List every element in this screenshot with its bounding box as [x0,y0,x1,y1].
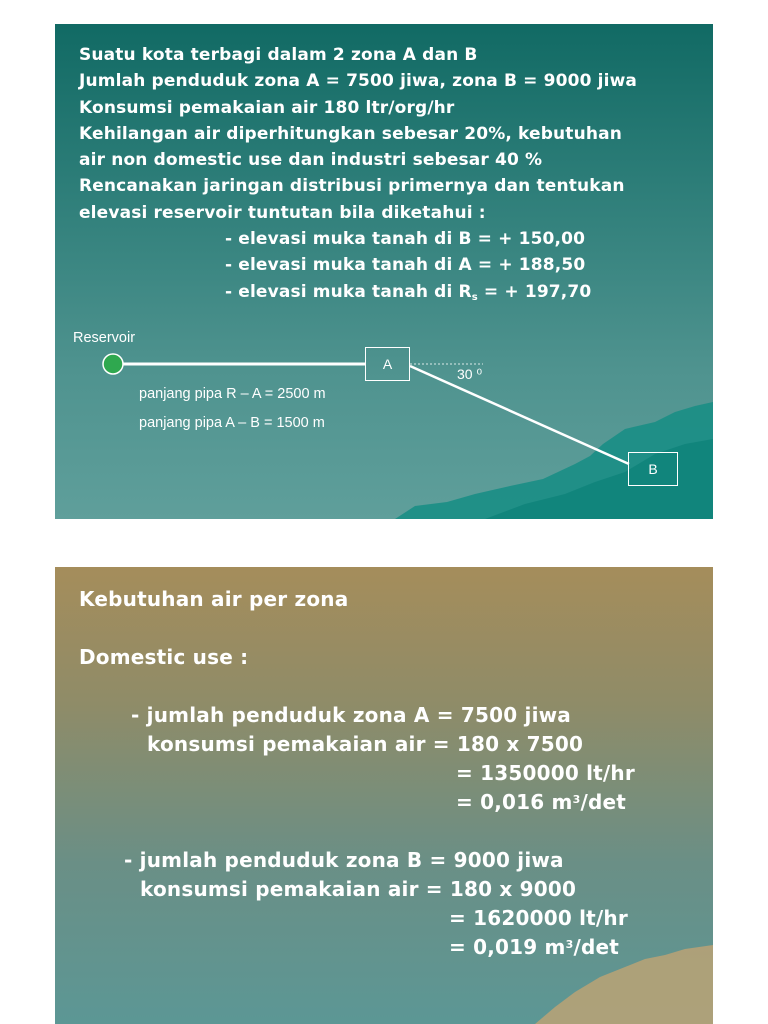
zone-a-result-lt: = 1350000 lt/hr [456,761,635,785]
elevation-rs-sub: s [471,291,478,303]
elevation-b: - elevasi muka tanah di B = + 150,00 [225,229,586,250]
zone-b-population: - jumlah penduduk zona B = 9000 jiwa [124,848,564,872]
problem-line: Jumlah penduduk zona A = 7500 jiwa, zona B = 9000 jiwa [79,71,638,92]
problem-line: Konsumsi pemakaian air 180 ltr/org/hr [79,97,455,118]
zone-b-result-lt: = 1620000 lt/hr [449,906,628,930]
pipe-ra-label: panjang pipa R – A = 2500 m [139,386,326,402]
zone-b-m3-sup: 3 [565,938,574,951]
solution-slide [55,567,713,1024]
zone-a-population: - jumlah penduduk zona A = 7500 jiwa [131,703,571,727]
zone-a-m3-sup: 3 [572,793,581,806]
pipe-ab-label: panjang pipa A – B = 1500 m [139,415,325,431]
reservoir-node [103,354,123,374]
problem-line: Kehilangan air diperhitungkan sebesar 20%, kebutuhan [79,123,622,144]
problem-line: Suatu kota terbagi dalam 2 zona A dan B [79,45,478,65]
zone-b-result-m3 [79,933,635,962]
problem-line: elevasi reservoir tuntutan bila diketahui : [79,202,486,223]
zone-a-m3-prefix: = 0,016 m [456,790,573,814]
zone-b-m3-suffix: /det [573,935,619,959]
problem-slide [55,24,713,519]
angle-label: 30 ⁰ [457,366,483,382]
problem-line: air non domestic use dan industri sebesar 40 % [79,150,543,171]
pipe-a-b [410,366,629,464]
section-title: Kebutuhan air per zona [79,587,349,611]
zone-b-m3-prefix: = 0,019 m [449,935,566,959]
section-subtitle: Domestic use : [79,645,249,669]
zone-b-consumption: konsumsi pemakaian air = 180 x 9000 [140,877,577,901]
problem-line: Rencanakan jaringan distribusi primernya dan tentukan [79,176,625,197]
node-b: B [628,452,678,486]
solution-text [79,585,635,962]
elevation-rs-prefix: - elevasi muka tanah di R [225,281,472,302]
elevation-a: - elevasi muka tanah di A = + 188,50 [225,255,586,276]
elevation-rs-suffix: = + 197,70 [477,281,592,302]
zone-a-m3-suffix: /det [580,790,626,814]
reservoir-label: Reservoir [73,330,136,346]
zone-a-consumption: konsumsi pemakaian air = 180 x 7500 [147,732,584,756]
node-a: A [365,347,410,381]
pipe-network-diagram [55,24,713,519]
zone-a-result-m3 [79,788,635,817]
